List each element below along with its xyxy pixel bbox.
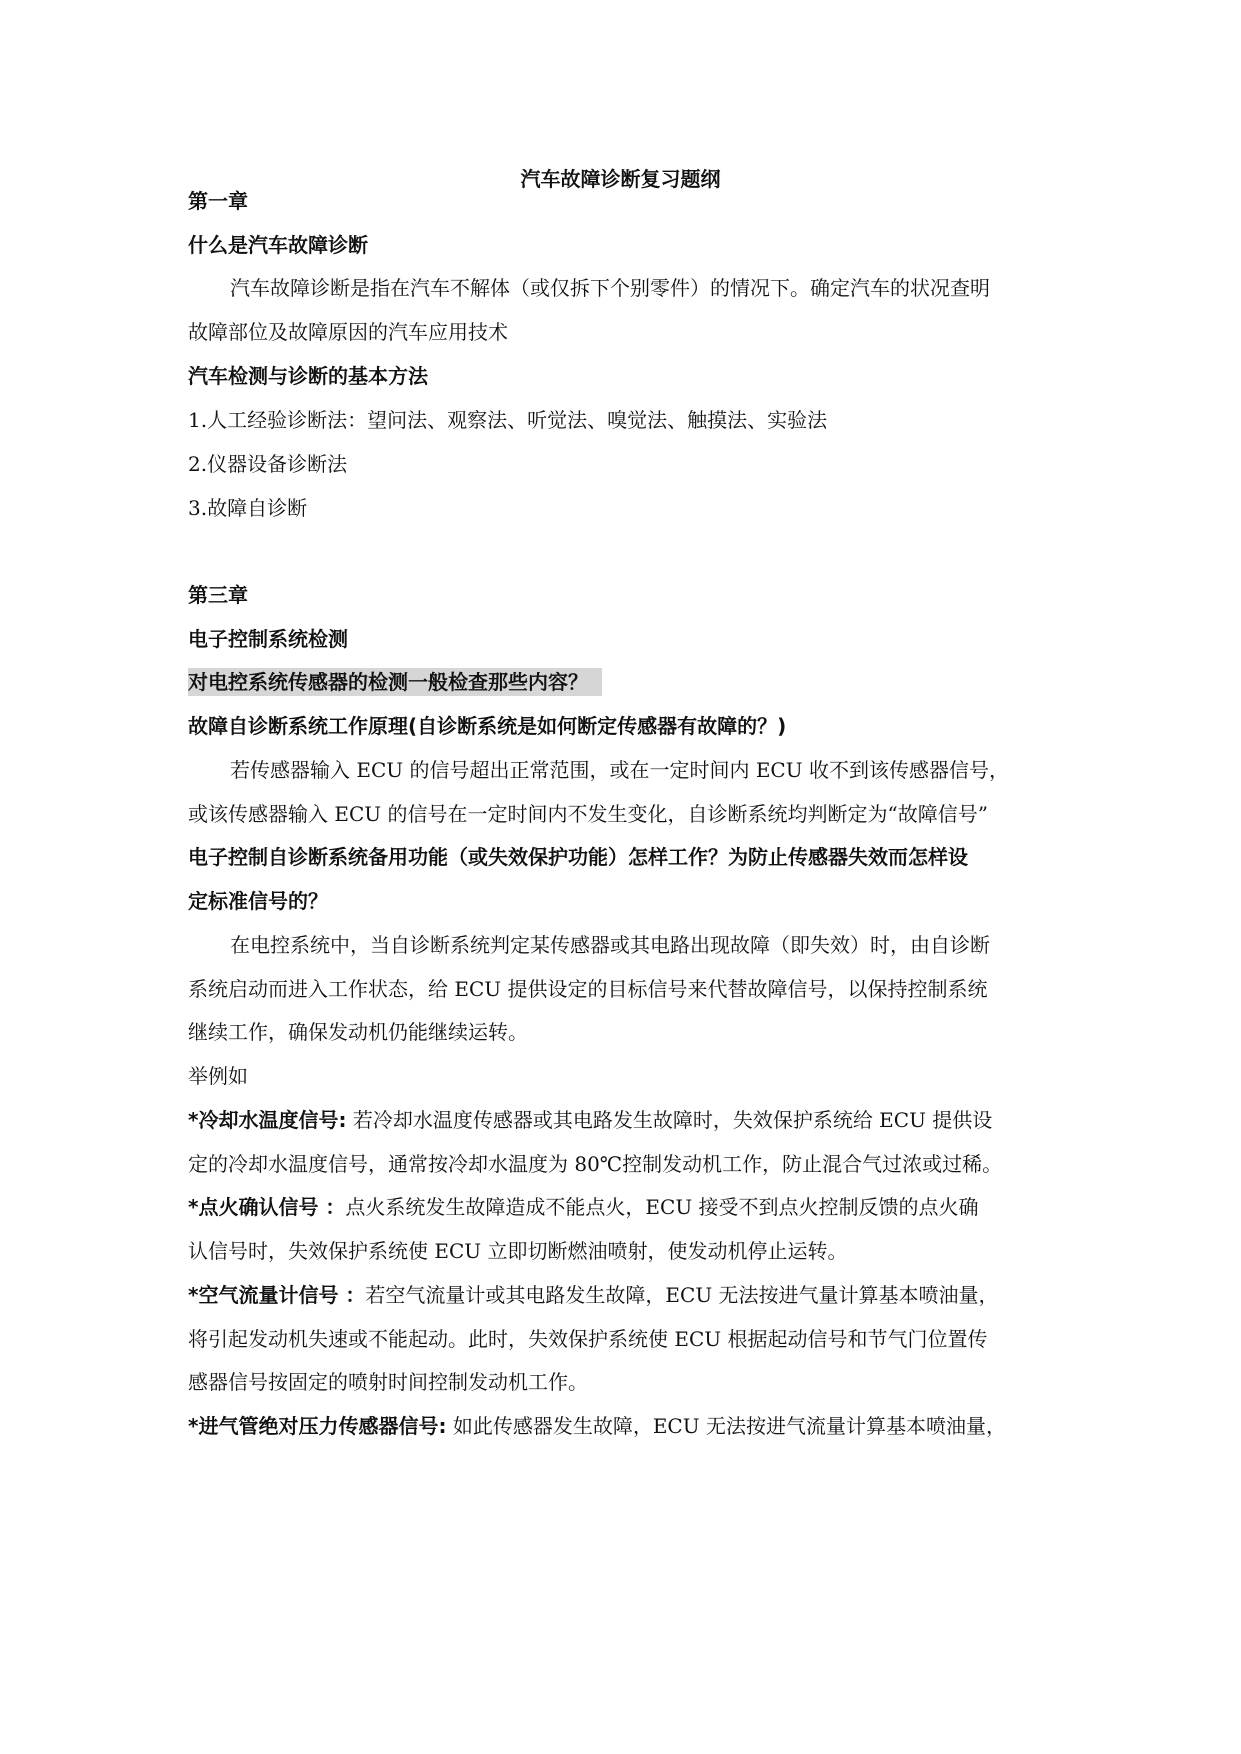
example-label: *进气管绝对压力传感器信号:	[188, 1414, 447, 1438]
example-label: *点火确认信号 ：	[188, 1195, 346, 1219]
method-item-2: 2.仪器设备诊断法	[188, 452, 348, 476]
question-backup-function-cont: 定标准信号的？	[188, 889, 328, 913]
question-self-diagnosis-principle: 故障自诊断系统工作原理(自诊断系统是如何断定传感器有故障的？)	[188, 714, 787, 738]
highlighted-question: 对电控系统传感器的检测一般检查那些内容？	[188, 668, 602, 696]
section-heading-ecs-detection: 电子控制系统检测	[188, 627, 348, 651]
example-manifold-pressure	[188, 1411, 1068, 1441]
example-text: 若冷却水温度传感器或其电路发生故障时，失效保护系统给 ECU 提供设	[346, 1108, 993, 1132]
paragraph-line: 或该传感器输入 ECU 的信号在一定时间内不发生变化，自诊断系统均判断定为“故障信号”	[188, 802, 988, 826]
paragraph-line: 故障部位及故障原因的汽车应用技术	[188, 320, 508, 344]
section-heading-what-is-diagnosis: 什么是汽车故障诊断	[188, 233, 368, 257]
paragraph-line: 系统启动而进入工作状态，给 ECU 提供设定的目标信号来代替故障信号，以保持控制系统	[188, 977, 988, 1001]
example-label: *冷却水温度信号:	[188, 1108, 347, 1132]
paragraph-line: 认信号时，失效保护系统使 ECU 立即切断燃油喷射，使发动机停止运转。	[188, 1239, 848, 1263]
example-label: *空气流量计信号 ：	[188, 1283, 366, 1307]
paragraph-line: 继续工作，确保发动机仍能继续运转。	[188, 1020, 528, 1044]
example-airflow-meter	[188, 1280, 1068, 1310]
example-intro: 举例如	[188, 1064, 248, 1088]
paragraph-line: 定的冷却水温度信号，通常按冷却水温度为 80℃控制发动机工作，防止混合气过浓或过稀。	[188, 1152, 1003, 1176]
example-text: 点火系统发生故障造成不能点火，ECU 接受不到点火控制反馈的点火确	[345, 1195, 979, 1219]
method-item-3: 3.故障自诊断	[188, 496, 308, 520]
chapter-3-heading: 第三章	[188, 583, 248, 607]
method-item-1: 1.人工经验诊断法：望问法、观察法、听觉法、嗅觉法、触摸法、实验法	[188, 408, 828, 432]
example-ignition-confirm	[188, 1192, 1068, 1222]
paragraph-line: 若传感器输入 ECU 的信号超出正常范围，或在一定时间内 ECU 收不到该传感器信号，	[230, 758, 1009, 782]
section-heading-basic-methods: 汽车检测与诊断的基本方法	[188, 364, 428, 388]
chapter-1-heading: 第一章	[188, 189, 248, 213]
question-backup-function: 电子控制自诊断系统备用功能（或失效保护功能）怎样工作？为防止传感器失效而怎样设	[188, 845, 968, 869]
example-text: 如此传感器发生故障，ECU 无法按进气流量计算基本喷油量，	[446, 1414, 1006, 1438]
paragraph-line: 感器信号按固定的喷射时间控制发动机工作。	[188, 1370, 588, 1394]
paragraph-line: 汽车故障诊断是指在汽车不解体（或仅拆下个别零件）的情况下。确定汽车的状况查明	[230, 276, 990, 300]
document-title: 汽车故障诊断复习题纲	[520, 167, 721, 191]
paragraph-line: 在电控系统中，当自诊断系统判定某传感器或其电路出现故障（即失效）时，由自诊断	[230, 933, 990, 957]
example-text: 若空气流量计或其电路发生故障，ECU 无法按进气量计算基本喷油量，	[365, 1283, 999, 1307]
question-sensor-inspection	[188, 667, 1068, 697]
example-coolant-temp	[188, 1105, 1068, 1135]
paragraph-line: 将引起发动机失速或不能起动。此时，失效保护系统使 ECU 根据起动信号和节气门位置传	[188, 1327, 988, 1351]
